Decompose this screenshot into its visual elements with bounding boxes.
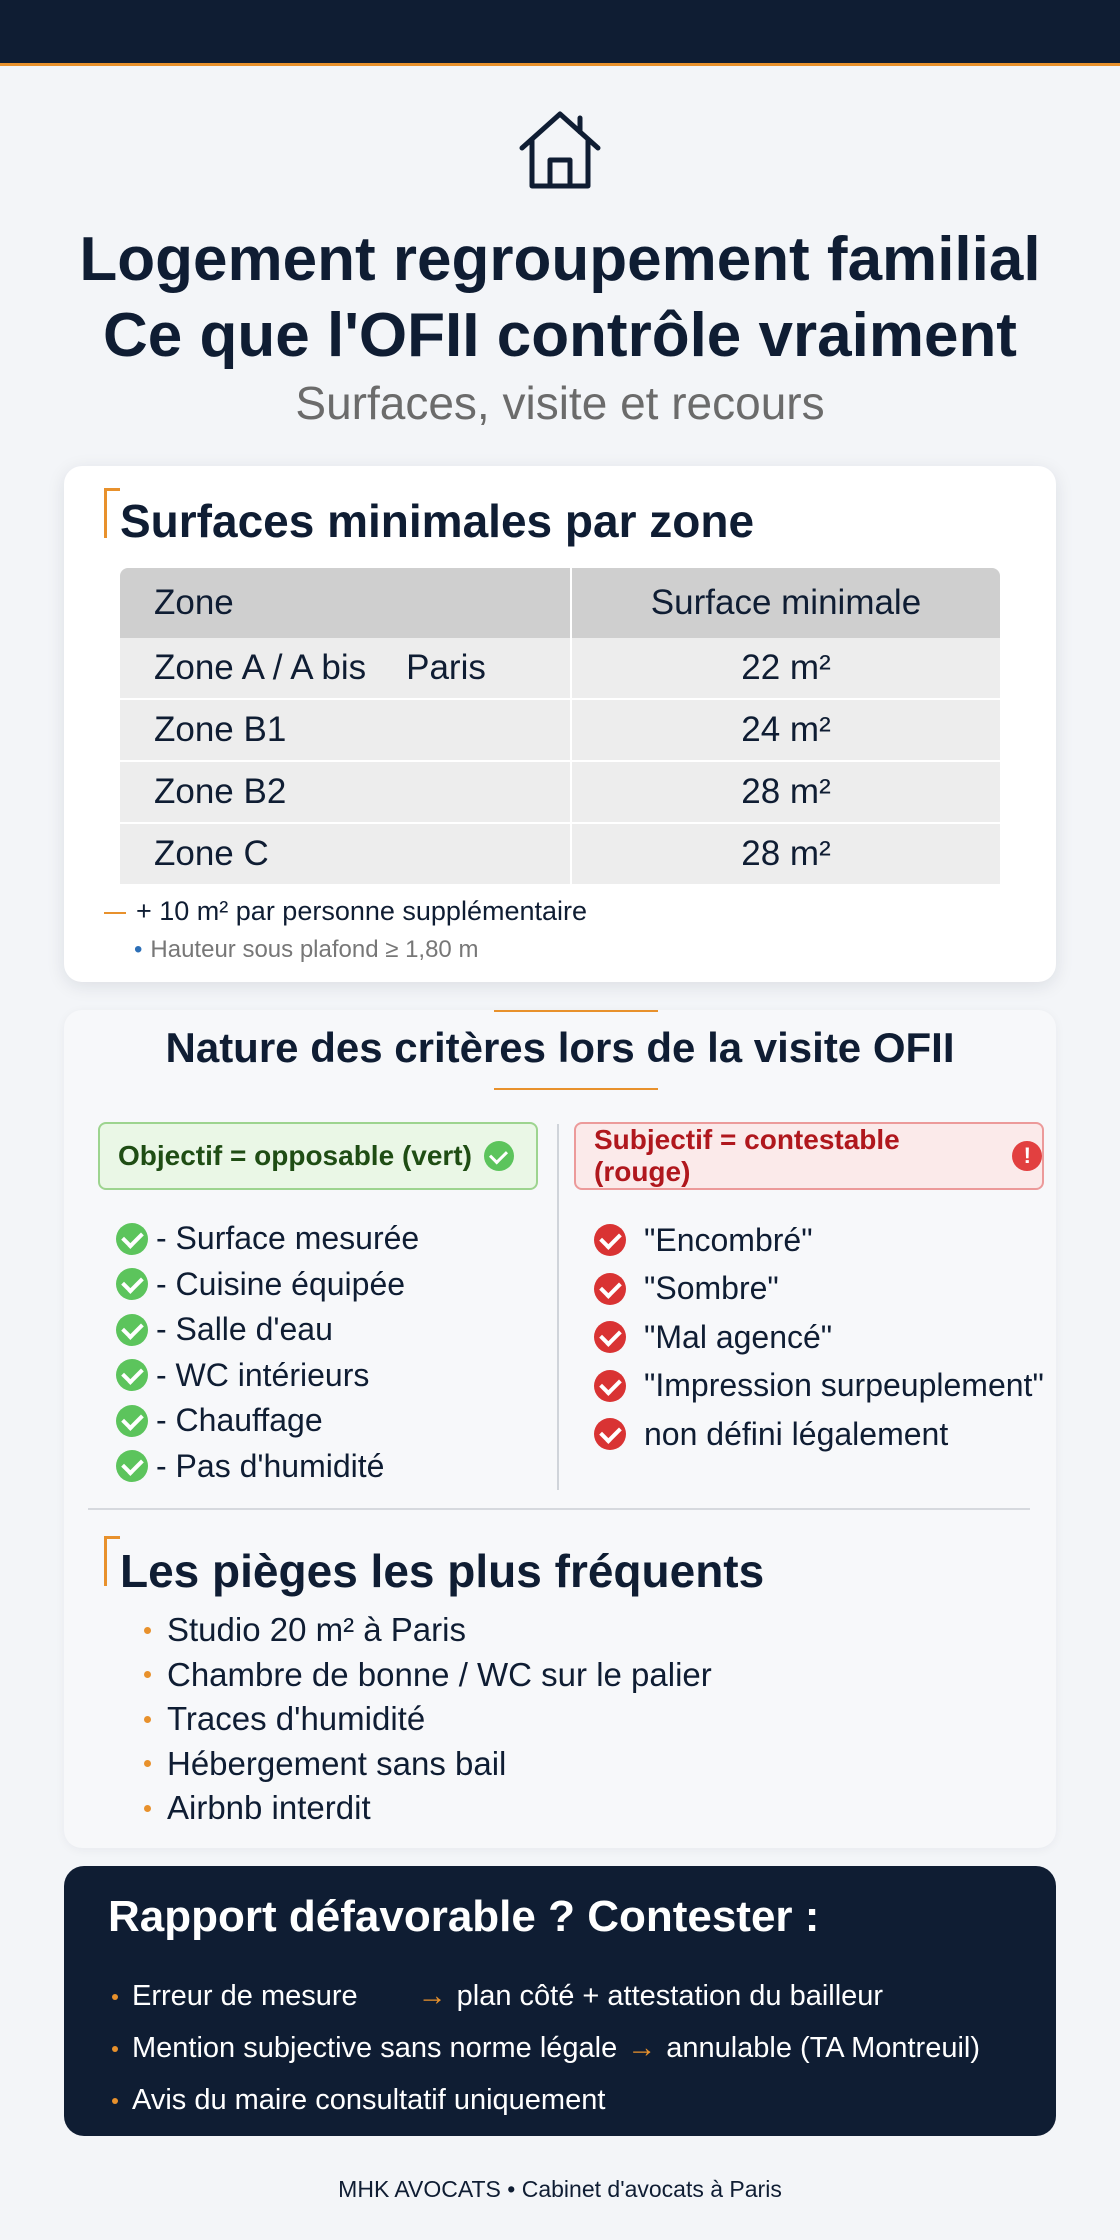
arrow-right-icon: → <box>417 1980 447 2012</box>
objective-item-text: - WC intérieurs <box>156 1356 370 1393</box>
list-item <box>144 1786 712 1831</box>
decorative-line <box>494 1010 658 1012</box>
contest-reason: Avis du maire consultatif uniquement <box>132 2084 606 2116</box>
contest-title: Rapport défavorable ? Contester : <box>108 1892 820 1941</box>
bullet-dot <box>112 2046 118 2052</box>
list-item <box>594 1265 1044 1314</box>
ceiling-height-text: Hauteur sous plafond ≥ 1,80 m <box>150 936 479 963</box>
page-subtitle: Surfaces, visite et recours <box>295 377 825 429</box>
subjective-label: Subjectif = contestable (rouge) <box>594 1124 900 1187</box>
column-header-surface: Surface minimale <box>572 568 1000 638</box>
zone-cell <box>120 638 572 700</box>
bullet-dot <box>144 1760 151 1767</box>
list-item <box>116 1307 419 1353</box>
check-icon <box>594 1273 626 1305</box>
list-item <box>116 1216 419 1262</box>
objective-item-text: - Chauffage <box>156 1402 323 1439</box>
accent-bracket <box>104 488 120 538</box>
page-title-line2: Ce que l'OFII contrôle vraiment <box>103 301 1017 370</box>
pitfalls-list <box>144 1608 712 1831</box>
page-title-line1: Logement regroupement familial <box>79 225 1041 294</box>
list-item <box>594 1410 1044 1459</box>
dash-bullet <box>104 912 126 914</box>
list-item <box>116 1262 419 1308</box>
list-item <box>144 1653 712 1698</box>
extra-person-text: + 10 m² par personne supplémentaire <box>136 896 588 926</box>
objective-badge <box>98 1122 538 1190</box>
table-row <box>120 762 1000 824</box>
contest-box <box>64 1866 1056 2136</box>
objective-item-text: - Salle d'eau <box>156 1311 333 1348</box>
check-icon <box>116 1405 148 1437</box>
bullet-dot <box>112 1994 118 2000</box>
dot-bullet: • <box>134 936 143 963</box>
divider <box>88 1508 1030 1510</box>
objective-item-text: - Pas d'humidité <box>156 1447 385 1484</box>
list-item <box>144 1742 712 1787</box>
decorative-line <box>494 1088 658 1090</box>
zones-table <box>120 568 1000 886</box>
contest-remedy: annulable (TA Montreuil) <box>666 2032 981 2064</box>
objective-label: Objectif = opposable (vert) <box>118 1140 472 1171</box>
contest-row <box>112 2032 980 2065</box>
list-item <box>144 1697 712 1742</box>
check-icon <box>594 1370 626 1402</box>
surface-cell: 24 m² <box>572 700 1000 762</box>
bullet-dot <box>144 1627 151 1634</box>
arrow-right-icon: → <box>627 2032 657 2064</box>
table-row <box>120 700 1000 762</box>
subjective-item-text: "Encombré" <box>644 1221 813 1258</box>
table-header-row <box>120 568 1000 638</box>
extra-person-note <box>104 896 587 927</box>
check-icon <box>116 1223 148 1255</box>
contest-reason: Erreur de mesure <box>132 1980 358 2012</box>
objective-item-text: - Surface mesurée <box>156 1220 420 1257</box>
pitfalls-title: Les pièges les plus fréquents <box>120 1545 765 1597</box>
table-row <box>120 824 1000 886</box>
bullet-dot <box>144 1671 151 1678</box>
column-divider <box>557 1124 559 1490</box>
check-icon <box>116 1359 148 1391</box>
list-item <box>594 1313 1044 1362</box>
list-item <box>116 1444 419 1490</box>
accent-bracket <box>104 1536 120 1586</box>
list-item <box>594 1362 1044 1411</box>
zone-cell: Zone B1 <box>120 700 572 762</box>
objective-item-text: - Cuisine équipée <box>156 1265 406 1302</box>
pitfall-text: Studio 20 m² à Paris <box>167 1611 466 1649</box>
contest-remedy: plan côté + attestation du bailleur <box>456 1980 884 2012</box>
bullet-dot <box>112 2098 118 2104</box>
list-item <box>144 1608 712 1653</box>
subjective-item-text: non défini légalement <box>644 1415 949 1452</box>
column-header-zone: Zone <box>120 568 572 638</box>
pitfall-text: Traces d'humidité <box>167 1700 426 1738</box>
check-icon <box>594 1321 626 1353</box>
table-row <box>120 638 1000 700</box>
pitfall-text: Chambre de bonne / WC sur le palier <box>167 1655 712 1693</box>
zone-cell: Zone C <box>120 824 572 886</box>
surface-cell: 28 m² <box>572 762 1000 824</box>
subjective-item-text: "Impression surpeuplement" <box>644 1367 1044 1404</box>
surface-cell: 28 m² <box>572 824 1000 886</box>
check-icon <box>116 1450 148 1482</box>
subjective-badge <box>574 1122 1044 1190</box>
list-item <box>116 1398 419 1444</box>
ceiling-height-note <box>134 936 478 964</box>
zone-cell: Zone B2 <box>120 762 572 824</box>
pitfall-text: Hébergement sans bail <box>167 1744 507 1782</box>
check-icon <box>594 1418 626 1450</box>
check-icon <box>116 1268 148 1300</box>
contest-reason: Mention subjective sans norme légale <box>132 2032 618 2064</box>
top-bar <box>0 0 1120 66</box>
check-icon <box>116 1314 148 1346</box>
list-item <box>594 1216 1044 1265</box>
subjective-item-text: "Sombre" <box>644 1270 779 1307</box>
check-icon <box>594 1224 626 1256</box>
criteria-title: Nature des critères lors de la visite OFII <box>165 1024 955 1071</box>
contest-row <box>112 2084 605 2117</box>
house-icon <box>516 108 604 190</box>
objective-list <box>116 1216 419 1489</box>
footer-text: MHK AVOCATS • Cabinet d'avocats à Paris <box>338 2176 782 2202</box>
bullet-dot <box>144 1716 151 1723</box>
zone-name: Zone A / A bis <box>154 648 367 687</box>
surface-cell: 22 m² <box>572 638 1000 700</box>
surfaces-title: Surfaces minimales par zone <box>120 495 755 547</box>
list-item <box>116 1353 419 1399</box>
subjective-list <box>594 1216 1044 1459</box>
exclamation-circle-icon <box>1012 1141 1042 1171</box>
contest-row <box>112 1980 883 2013</box>
bullet-dot <box>144 1805 151 1812</box>
subjective-item-text: "Mal agencé" <box>644 1318 833 1355</box>
zone-city-note: Paris <box>406 648 486 687</box>
check-circle-icon <box>484 1141 514 1171</box>
pitfall-text: Airbnb interdit <box>167 1789 371 1827</box>
